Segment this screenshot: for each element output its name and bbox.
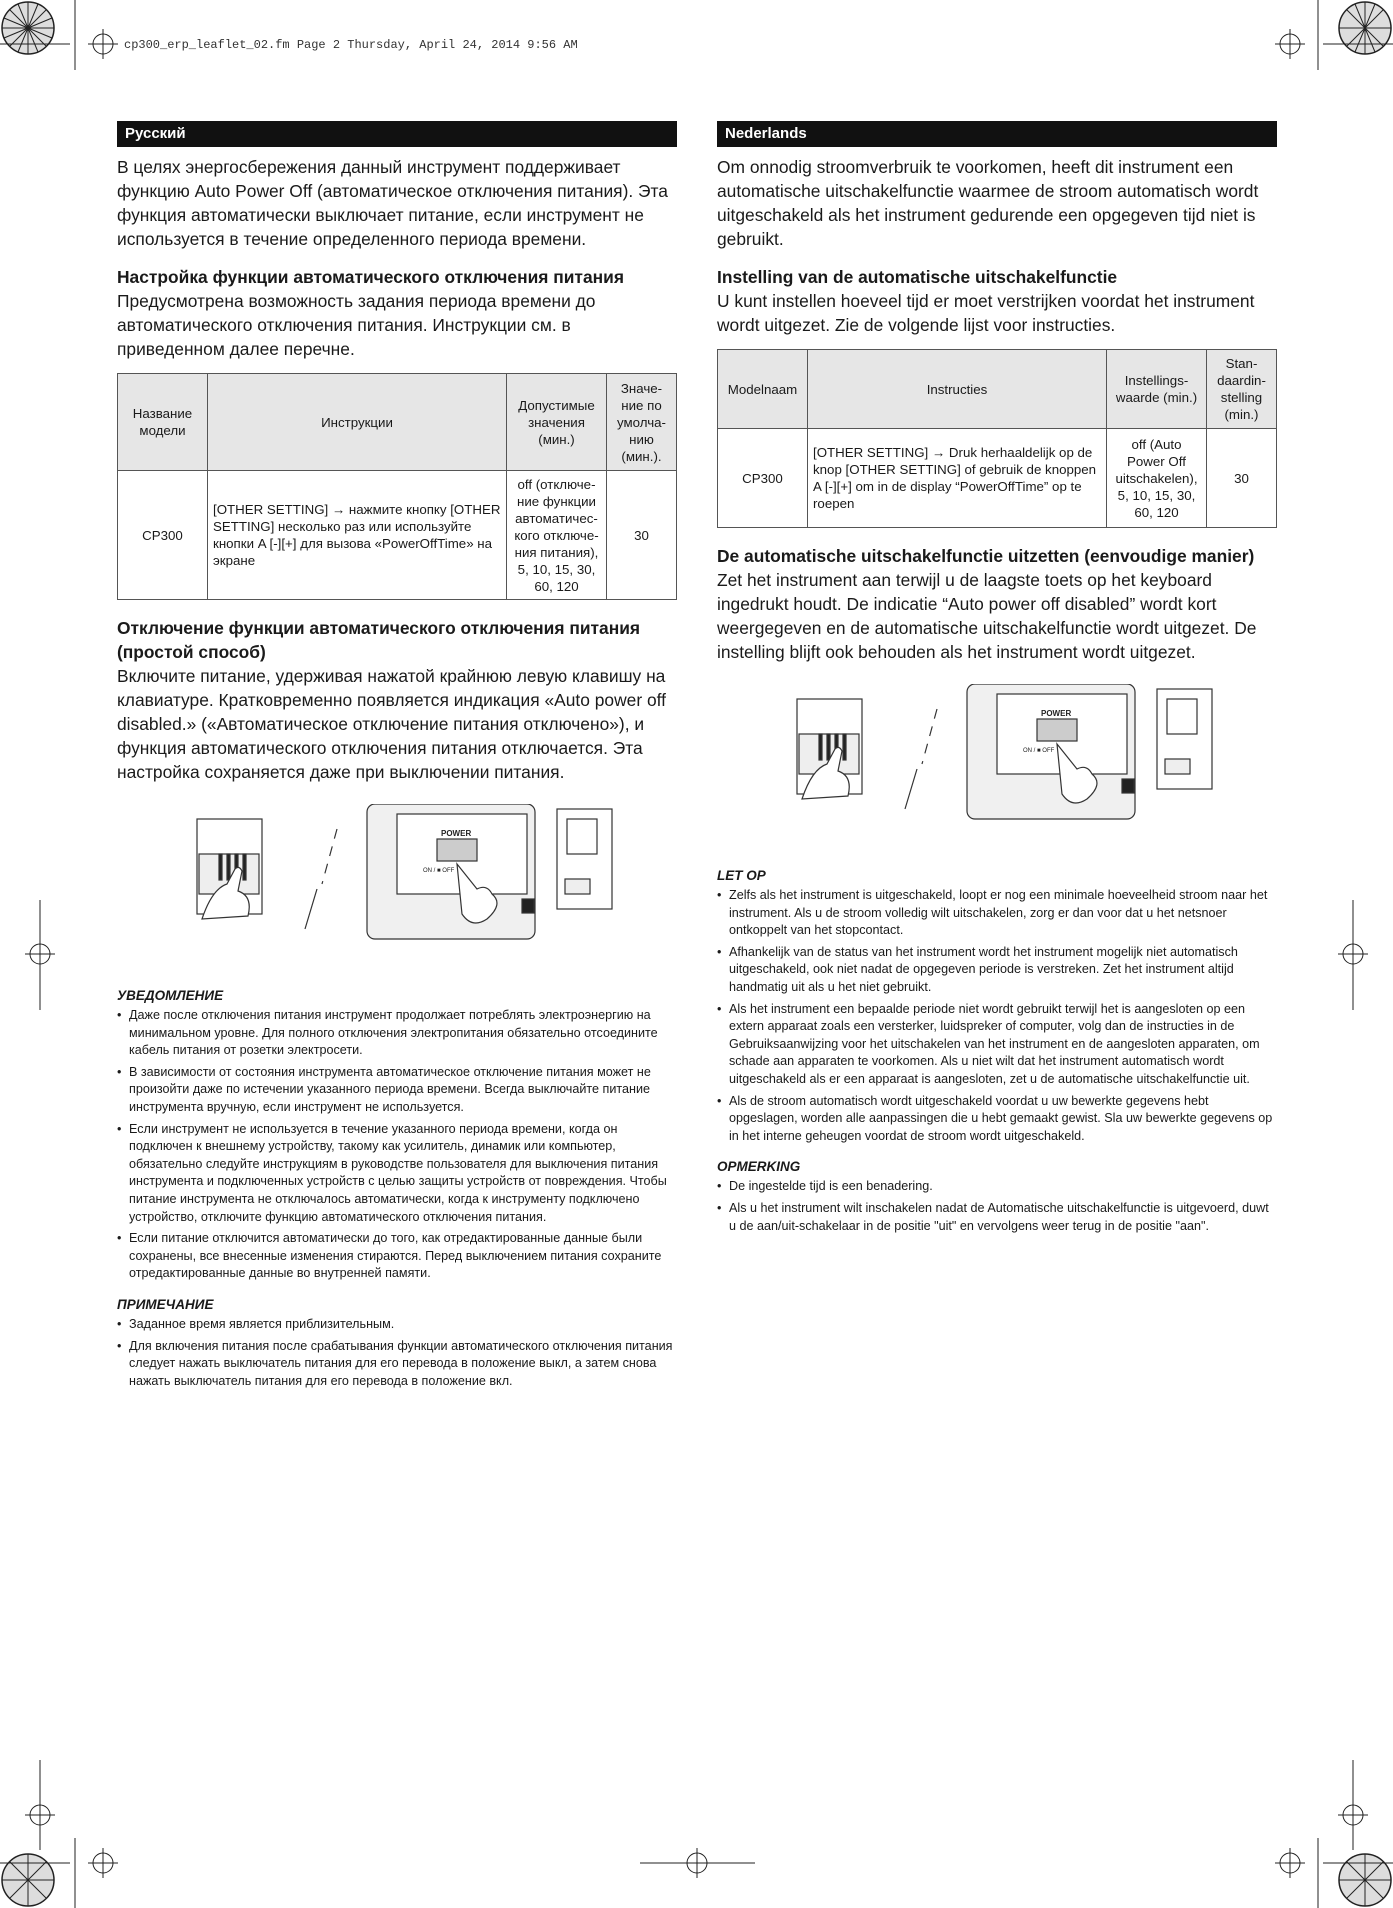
disable-paragraph: Включите питание, удерживая нажатой крайнюю левую клавишу на клавиатуре. Кратковременно появляется индикация «Auto power off disabled.» («Автоматическое отключение питания отключено»), и функция автоматического отключения питания отключается. Эта настройка сохраняется даже при выключении питания. xyxy=(117,666,666,782)
power-illustration xyxy=(717,684,1277,854)
table-cell-values: off (отключе-ние функции автоматичес-кого отключе-ния питания), 5, 10, 15, 30, 60, 120 xyxy=(507,471,607,600)
table-cell-values: off (Auto Power Off uitschakelen), 5, 10, 15, 30, 60, 120 xyxy=(1107,429,1207,528)
settings-table xyxy=(717,349,1277,528)
list-item: • Для включения питания после срабатывания функции автоматического отключения питания следует нажать выключатель питания для его перевода в положение выкл, а затем снова нажать выключатель питания для его перевода в положение вкл. xyxy=(117,1338,677,1391)
note-list xyxy=(117,1316,677,1390)
note-heading: OPMERKING xyxy=(717,1159,801,1175)
table-cell-model: CP300 xyxy=(718,429,808,528)
table-cell-default: 30 xyxy=(1207,429,1277,528)
list-item: • Als de stroom automatisch wordt uitgeschakeld voordat u uw bewerkte gegevens hebt opgeslagen, worden alle aanpassingen die u hebt gemaakt gewist. Sla uw bewerkte gegevens op in het interne geheugen voordat de stroom wordt uitgeschakeld. xyxy=(717,1093,1277,1146)
disable-heading: De automatische uitschakelfunctie uitzetten (eenvoudige manier) xyxy=(717,546,1255,566)
table-row xyxy=(718,429,1277,528)
list-item: • Zelfs als het instrument is uitgeschakeld, loopt er nog een minimale hoeveelheid stroom naar het instrument. Als u de stroom volledig wilt uitschakelen, zorg er dan voor dat u het netsnoer ontkoppelt van het stopcontact. xyxy=(717,887,1277,940)
section-title-dutch: Nederlands xyxy=(717,121,1277,147)
table-row xyxy=(118,471,677,600)
notice-list xyxy=(717,887,1277,1145)
power-label: POWER xyxy=(1041,709,1072,718)
setting-heading: Instelling van de automatische uitschakelfunctie xyxy=(717,267,1118,287)
table-header-cell: Modelnaam xyxy=(718,350,808,429)
setting-heading: Настройка функции автоматического отключения питания xyxy=(117,267,624,287)
table-cell-model: CP300 xyxy=(118,471,208,600)
table-header-cell: Stan-daardin-stelling (min.) xyxy=(1207,350,1277,429)
table-header-cell: Допустимые значения (мин.) xyxy=(507,374,607,471)
list-item: • Если питание отключится автоматически до того, как отредактированные данные были сохранены, все внесенные изменения стираются. Перед выключением питания сохраните отредактированные данные во внутренней памяти. xyxy=(117,1230,677,1283)
intro-paragraph: В целях энергосбережения данный инструмент поддерживает функцию Auto Power Off (автоматическое отключения питания). Эта функция автоматически выключает питание, если инструмент не используется в течение определенного периода времени. xyxy=(117,157,668,249)
on-off-label: ON / ■ OFF xyxy=(423,868,455,874)
intro-paragraph: Om onnodig stroomverbruik te voorkomen, heeft dit instrument een automatische uitschakelfunctie waarmee de stroom automatisch wordt uitgeschakeld als het instrument gedurende een opgegeven tijd niet is gebruikt. xyxy=(717,157,1259,249)
table-cell-default: 30 xyxy=(607,471,677,600)
power-label: POWER xyxy=(441,829,472,838)
disable-paragraph: Zet het instrument aan terwijl u de laagste toets op het keyboard ingedrukt houdt. De indicatie “Auto power off disabled” wordt kort weergegeven en de automatische uitschakelfunctie wordt uitgezet. De instelling blijft ook behouden als het instrument wordt uitgezet. xyxy=(717,570,1257,662)
russian-column xyxy=(117,121,677,1394)
setting-paragraph: Предусмотрена возможность задания периода времени до автоматического отключения питания. Инструкции см. в приведенном далее перечне. xyxy=(117,291,596,359)
list-item: • В зависимости от состояния инструмента автоматическое отключение питания может не произойти даже по истечении указанного периода времени. Всегда выключайте питание инструмента вручную, если инструмент не используется. xyxy=(117,1064,677,1117)
table-header-cell: Значе-ние по умолча-нию (мин.). xyxy=(607,374,677,471)
table-cell-instructions: [OTHER SETTING] → Druk herhaaldelijk op de knop [OTHER SETTING] of gebruik de knoppen A [-][+] om in de display “PowerOffTime” op te roepen xyxy=(808,429,1107,528)
list-item: • Если инструмент не используется в течение указанного периода времени, когда он подключен к внешнему устройству, такому как усилитель, динамик или компьютер, обязательно следуйте инструкциям в руководстве пользователя для выключения питания инструмента и подключенных устройств с целью защиты устройств от повреждения. Чтобы питание инструмента не отключалось автоматически, когда к инструменту подключено устройство, отключите функцию автоматического отключения питания. xyxy=(117,1121,677,1227)
dutch-column xyxy=(717,121,1277,1239)
keyboard-power-illustration xyxy=(717,684,1217,854)
on-off-label: ON / ■ OFF xyxy=(1023,748,1055,754)
setting-paragraph: U kunt instellen hoeveel tijd er moet verstrijken voordat het instrument wordt uitgezet. Zie de volgende lijst voor instructies. xyxy=(717,291,1255,335)
table-header-row xyxy=(718,350,1277,429)
file-info-header: cp300_erp_leaflet_02.fm Page 2 Thursday, April 24, 2014 9:56 AM xyxy=(124,38,578,52)
notice-heading: LET OP xyxy=(717,868,766,883)
note-list xyxy=(717,1178,1277,1235)
keyboard-power-illustration xyxy=(117,804,617,974)
power-illustration xyxy=(117,804,677,974)
list-item: • De ingestelde tijd is een benadering. xyxy=(717,1178,1277,1196)
list-item: • Даже после отключения питания инструмент продолжает потреблять электроэнергию на минимальном уровне. Для полного отключения электропитания обязательно отсоедините кабель питания от розетки электросети. xyxy=(117,1007,677,1060)
list-item: • Afhankelijk van de status van het instrument wordt het instrument mogelijk niet automatisch uitgeschakeld, ook niet nadat de opgegeven periode is verstreken. Zet het instrument altijd handmatig uit als u het niet gebruikt. xyxy=(717,944,1277,997)
notice-heading: УВЕДОМЛЕНИЕ xyxy=(117,988,224,1003)
disable-heading: Отключение функции автоматического отключения питания (простой способ) xyxy=(117,618,641,662)
table-header-cell: Инструкции xyxy=(208,374,507,471)
settings-table xyxy=(117,373,677,600)
list-item: • Als u het instrument wilt inschakelen nadat de Automatische uitschakelfunctie is uitgevoerd, duwt u de aan/uit-schakelaar in de positie "uit" en vervolgens weer terug in de positie "aan". xyxy=(717,1200,1277,1235)
table-cell-instructions: [OTHER SETTING] → нажмите кнопку [OTHER SETTING] несколько раз или используйте кнопки A [-][+] для вызова «PowerOffTime» на экране xyxy=(208,471,507,600)
table-header-cell: Instellings-waarde (min.) xyxy=(1107,350,1207,429)
table-header-row xyxy=(118,374,677,471)
table-header-cell: Название модели xyxy=(118,374,208,471)
section-title-russian: Русский xyxy=(117,121,677,147)
note-heading: ПРИМЕЧАНИЕ xyxy=(117,1296,214,1312)
list-item: • Заданное время является приблизительным. xyxy=(117,1316,677,1334)
table-header-cell: Instructies xyxy=(808,350,1107,429)
list-item: • Als het instrument een bepaalde periode niet wordt gebruikt terwijl het is aangesloten op een extern apparaat zoals een versterker, luidspreker of computer, volg dan de instructies in de Gebruiksaanwijzing voor het uitschakelen van het instrument en de aangesloten apparaten, om schade aan apparaten te voorkomen. Als u niet wilt dat het instrument automatisch wordt uitgeschakeld als er een apparaat is aangesloten, zet u de automatische uitschakelfunctie uit. xyxy=(717,1001,1277,1089)
notice-list xyxy=(117,1007,677,1283)
